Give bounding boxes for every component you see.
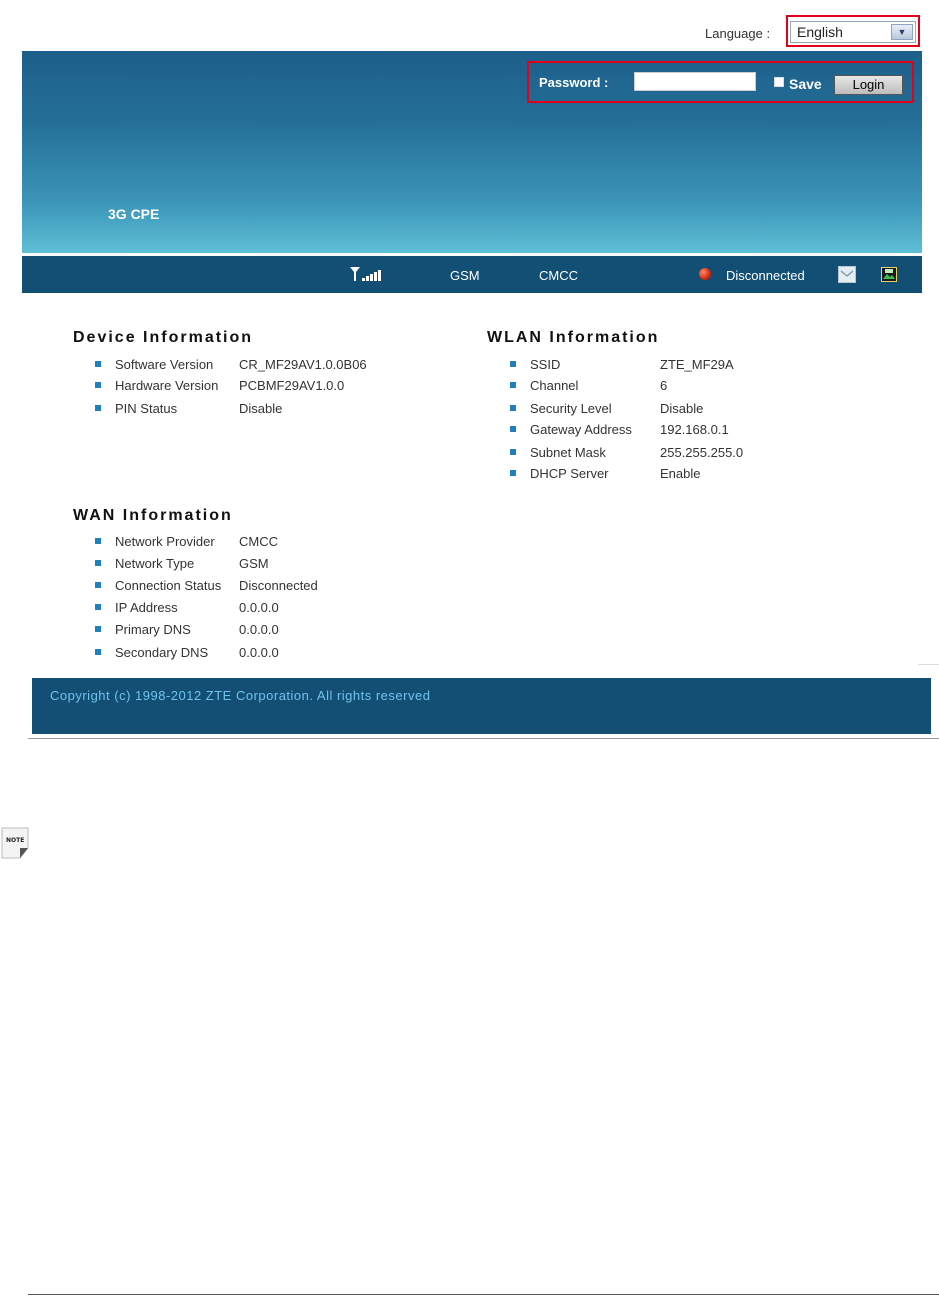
wlan-info-row [510, 401, 830, 423]
wlan-info-row [510, 445, 830, 467]
language-select-value: English [797, 24, 843, 40]
network-icon[interactable] [881, 267, 897, 282]
row-label: Primary DNS [115, 622, 191, 637]
wlan-info-row [510, 466, 830, 488]
row-value: 0.0.0.0 [239, 600, 279, 615]
connection-status: Disconnected [726, 268, 805, 283]
row-value: Disable [239, 401, 283, 416]
network-type-status: GSM [450, 268, 480, 283]
row-label: Secondary DNS [115, 645, 209, 660]
row-value: Enable [660, 466, 701, 481]
bullet-icon [95, 361, 101, 367]
wlan-info-title: WLAN Information [487, 329, 660, 346]
bullet-icon [510, 426, 516, 432]
wan-info-title: WAN Information [73, 507, 233, 524]
row-label: Network Provider [115, 534, 215, 549]
language-label: Language : [705, 26, 771, 41]
bullet-icon [95, 649, 101, 655]
footer-bar [32, 678, 931, 734]
password-label: Password : [539, 75, 609, 90]
bullet-icon [95, 538, 101, 544]
signal-strength-icon [350, 267, 386, 281]
bullet-icon [510, 361, 516, 367]
row-value: CR_MF29AV1.0.0B06 [239, 357, 367, 372]
wan-info-row [95, 622, 415, 644]
product-title: 3G CPE [108, 206, 160, 222]
row-value: CMCC [239, 534, 278, 549]
wan-info-row [95, 534, 415, 556]
row-label: Subnet Mask [530, 445, 606, 460]
row-label: Network Type [115, 556, 195, 571]
row-label: Connection Status [115, 578, 222, 593]
divider [918, 664, 939, 665]
bullet-icon [510, 470, 516, 476]
row-label: Security Level [530, 401, 612, 416]
bullet-icon [95, 560, 101, 566]
wan-info-row [95, 578, 415, 600]
provider-status: CMCC [539, 268, 578, 283]
row-value: GSM [239, 556, 269, 571]
row-value: 192.168.0.1 [660, 422, 729, 437]
row-label: DHCP Server [530, 466, 609, 481]
bullet-icon [95, 582, 101, 588]
row-label: Hardware Version [115, 378, 219, 393]
divider [28, 738, 939, 739]
bullet-icon [95, 626, 101, 632]
bullet-icon [510, 405, 516, 411]
row-label: PIN Status [115, 401, 178, 416]
bullet-icon [510, 382, 516, 388]
row-value: 6 [660, 378, 668, 393]
row-label: SSID [530, 357, 561, 372]
wlan-info-row [510, 378, 830, 400]
row-value: 0.0.0.0 [239, 622, 279, 637]
note-icon [0, 826, 32, 860]
row-value: ZTE_MF29A [660, 357, 734, 372]
bullet-icon [95, 405, 101, 411]
device-info-row [95, 378, 415, 400]
save-label: Save [789, 76, 822, 92]
row-label: Channel [530, 378, 579, 393]
wlan-info-row [510, 357, 830, 379]
copyright-text: Copyright (c) 1998-2012 ZTE Corporation. All rights reserved [50, 688, 431, 703]
row-label: Software Version [115, 357, 214, 372]
login-button[interactable]: Login [834, 75, 903, 95]
row-value: 255.255.255.0 [660, 445, 744, 460]
wan-info-row [95, 645, 415, 667]
language-select[interactable] [790, 21, 916, 43]
bullet-icon [510, 449, 516, 455]
row-value: Disable [660, 401, 704, 416]
password-input[interactable] [634, 72, 756, 91]
disconnected-status-icon [699, 268, 711, 280]
row-value: Disconnected [239, 578, 318, 593]
row-label: IP Address [115, 600, 178, 615]
save-checkbox[interactable] [774, 77, 784, 87]
bullet-icon [95, 382, 101, 388]
device-info-title: Device Information [73, 329, 254, 346]
wan-info-row [95, 556, 415, 578]
device-info-row [95, 357, 415, 379]
device-info-row [95, 401, 415, 423]
bullet-icon [95, 604, 101, 610]
wlan-info-row [510, 422, 830, 444]
row-label: Gateway Address [530, 422, 632, 437]
row-value: PCBMF29AV1.0.0 [239, 378, 345, 393]
row-value: 0.0.0.0 [239, 645, 279, 660]
sms-envelope-icon[interactable] [838, 266, 856, 283]
chevron-down-icon[interactable]: ▼ [891, 24, 913, 40]
note-icon-text: NOTE [6, 837, 25, 844]
wan-info-row [95, 600, 415, 622]
